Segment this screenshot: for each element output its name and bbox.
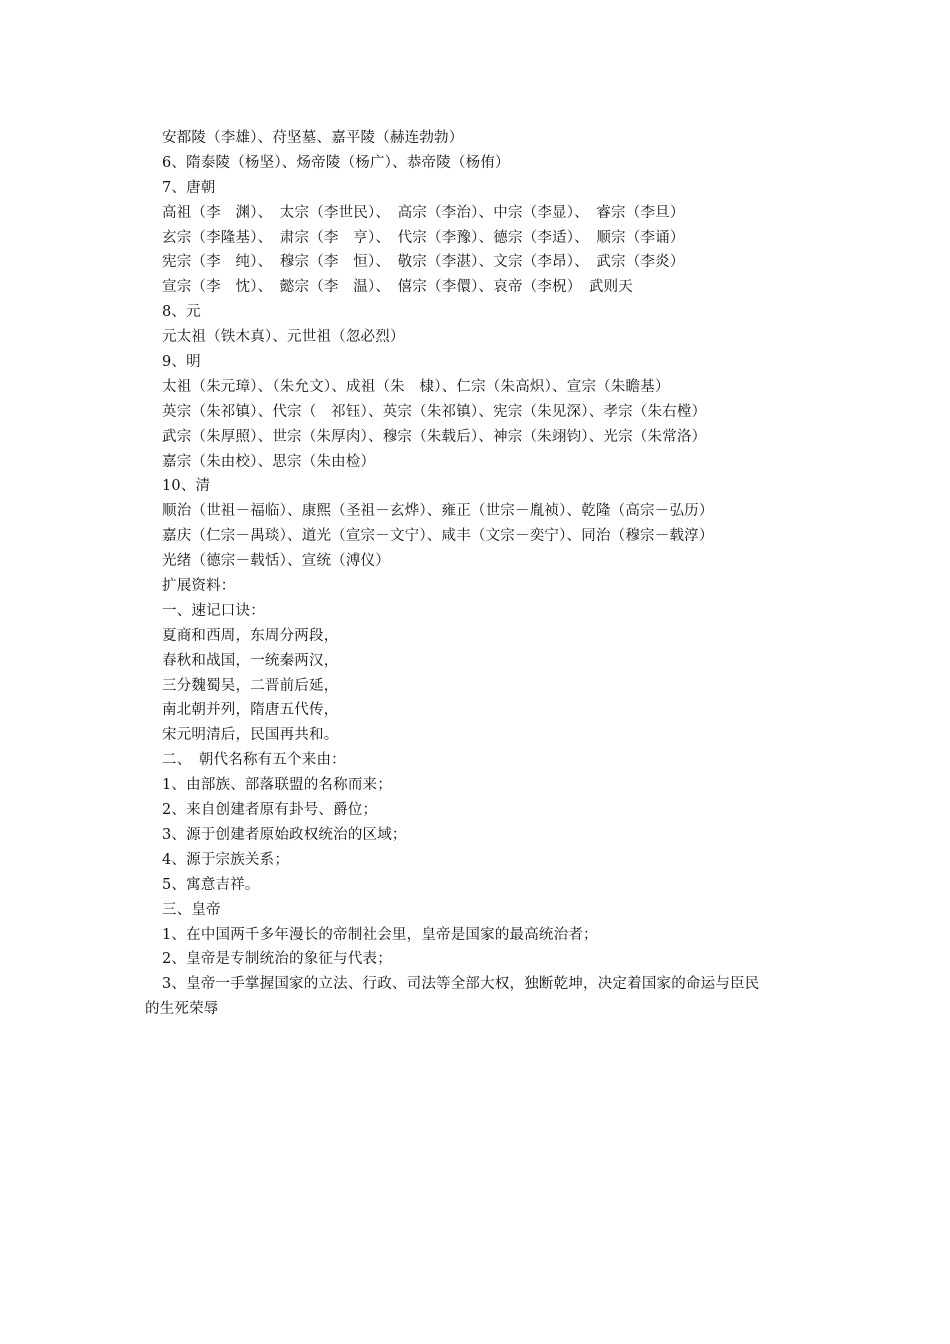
list-item: 1、在中国两千多年漫长的帝制社会里，皇帝是国家的最高统治者； [162,926,598,943]
section-heading-extended: 扩展资料： [162,578,236,595]
list-item: 2、皇帝是专制统治的象征与代表； [162,951,392,968]
list-item: 5、寓意吉祥。 [162,876,260,893]
subsection-heading-mnemonic: 一、速记口诀： [162,602,265,619]
list-item-continuation: 的生死荣辱 [145,1001,219,1018]
text-line: 安都陵（李雄）、苻坚墓、嘉平陵（赫连勃勃） [162,130,464,146]
text-line: 春秋和战国，一统秦两汉， [162,652,339,669]
text-line: 玄宗（李隆基）、 肃宗（李 亨）、 代宗（李豫）、德宗（李适）、 顺宗（李诵） [162,229,685,246]
text-line: 夏商和西周，东周分两段， [162,627,339,644]
text-line: 三分魏蜀吴，二晋前后延， [162,677,339,694]
text-line: 太祖（朱元璋）、（朱允文）、成祖（朱 棣）、仁宗（朱高炽）、宣宗（朱瞻基） [162,378,670,395]
list-item: 3、源于创建者原始政权统治的区域； [162,826,407,843]
section-heading-tang: 7、唐朝 [162,179,216,196]
text-line: 元太祖（铁木真）、元世祖（忽必烈） [162,329,405,346]
document-body [145,126,825,1022]
list-item: 4、源于宗族关系； [162,851,290,868]
text-line: 6、隋泰陵（杨坚）、炀帝陵（杨广）、恭帝陵（杨侑） [162,154,510,171]
text-line: 宪宗（李 纯）、 穆宗（李 恒）、 敬宗（李湛）、文宗（李昂）、 武宗（李炎） [162,254,685,271]
text-line: 武宗（朱厚照）、世宗（朱厚肉）、穆宗（朱载后）、神宗（朱翊钧）、光宗（朱常洛） [162,428,707,445]
section-heading-ming: 9、明 [162,354,201,371]
text-line: 南北朝并列，隋唐五代传， [162,702,339,719]
text-line: 嘉宗（朱由校）、思宗（朱由检） [162,453,376,470]
text-line: 光绪（德宗－载恬）、宣统（溥仪） [162,553,390,570]
subsection-heading-dynasty-names: 二、 朝代名称有五个来由： [162,752,346,769]
list-item: 3、皇帝一手掌握国家的立法、行政、司法等全部大权，独断乾坤，决定着国家的命运与臣民 [162,976,760,993]
text-line: 宣宗（李 忱）、 懿宗（李 温）、 僖宗（李儇）、哀帝（李柷） 武则天 [162,279,633,296]
section-heading-qing: 10、清 [162,478,211,495]
text-line: 顺治（世祖－福临）、康熙（圣祖－玄烨）、雍正（世宗－胤祯）、乾隆（高宗－弘历） [162,503,714,520]
text-line: 英宗（朱祁镇）、代宗（ 祁钰）、英宗（朱祁镇）、宪宗（朱见深）、孝宗（朱右樘） [162,403,707,420]
list-item: 2、来自创建者原有卦号、爵位； [162,802,378,819]
list-item: 1、由部族、部落联盟的名称而来； [162,777,392,794]
text-line: 高祖（李 渊）、 太宗（李世民）、 高宗（李治）、中宗（李显）、 睿宗（李旦） [162,204,685,221]
subsection-heading-emperor: 三、皇帝 [162,901,221,918]
text-line: 宋元明清后，民国再共和。 [162,727,339,744]
text-line: 嘉庆（仁宗－禺琰）、道光（宣宗－文宁）、咸丰（文宗－奕宁）、同治（穆宗－载淳） [162,528,714,545]
section-heading-yuan: 8、元 [162,304,201,321]
